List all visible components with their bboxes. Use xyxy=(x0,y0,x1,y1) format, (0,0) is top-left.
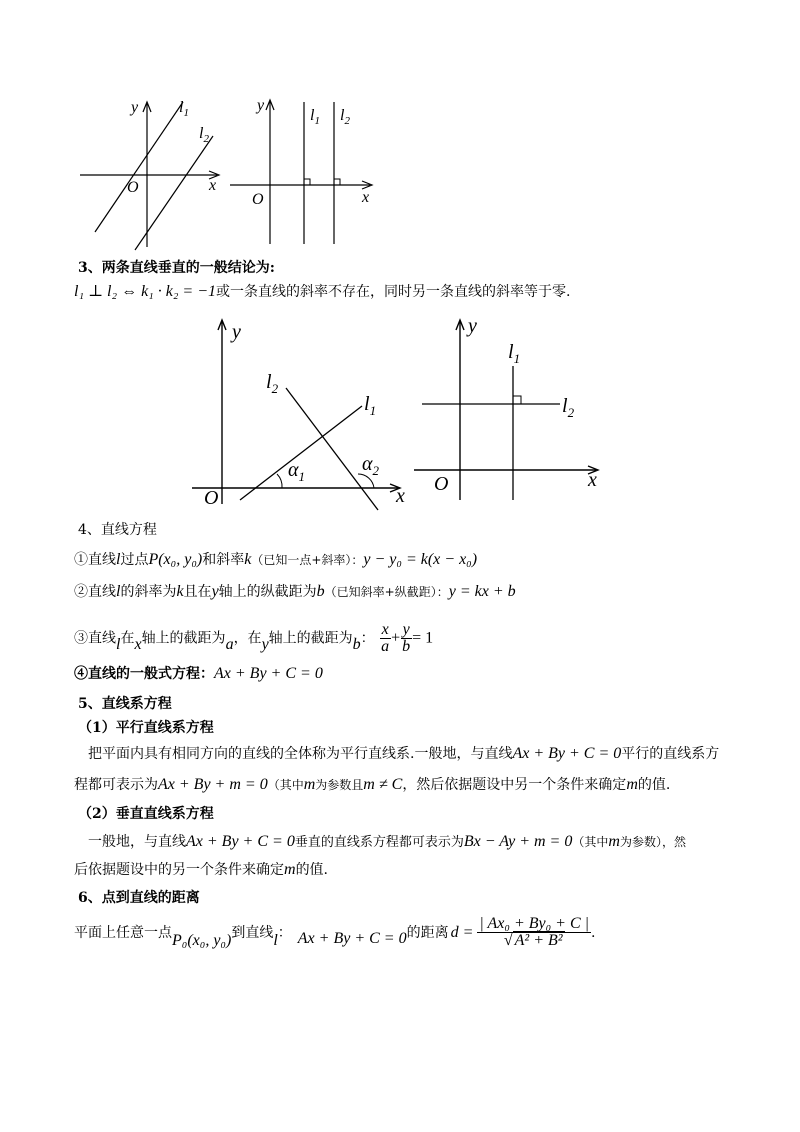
equation-slope-intercept: ②直线l的斜率为k且在y轴上的纵截距为b（已知斜率+纵截距）：y = kx + b xyxy=(74,583,516,600)
alpha1-label: $\alpha_1$ xyxy=(288,459,305,484)
figure-parallel-oblique xyxy=(75,92,235,252)
line-l1 xyxy=(240,406,362,500)
section-4-heading: 4、直线方程 xyxy=(78,522,157,538)
perpendicular-family-heading: （2）垂直直线系方程 xyxy=(78,806,214,822)
l2-label: $l_2$ xyxy=(199,125,209,145)
origin-label: O xyxy=(204,487,219,509)
fraction-x-over-a: $\frac{x}{a}$ xyxy=(381,621,390,655)
fraction-y-over-b: $\frac{y}{b}$ xyxy=(402,621,411,655)
parallel-family-line-2: 程都可表示为Ax + By + m = 0（其中m为参数且m ≠ C，然后依据题设中另一个条件来确定m的值. xyxy=(74,776,671,793)
right-angle-mark xyxy=(513,396,521,404)
perpendicular-condition: l₁ ⊥ l₂ ⇔ k₁ · k₂ = −1 xyxy=(74,283,216,300)
y-label: y xyxy=(131,99,139,116)
origin-label: O xyxy=(127,179,139,196)
right-angle-mark-1 xyxy=(304,179,310,185)
figure-perpendicular-oblique xyxy=(190,314,420,524)
l1-label: $l_1$ xyxy=(508,341,521,366)
section-3-text: 或一条直线的斜率不存在，同时另一条直线的斜率等于零. xyxy=(215,284,571,300)
figure-parallel-vertical xyxy=(228,92,388,252)
l1-label: $l_1$ xyxy=(310,107,320,127)
l2-label: $l_2$ xyxy=(266,371,279,396)
right-angle-mark-2 xyxy=(334,179,340,185)
x-label: x xyxy=(362,189,370,206)
l2-label: $l_2$ xyxy=(340,107,350,127)
figure-perpendicular-axis-parallel xyxy=(412,314,612,504)
origin-label: O xyxy=(252,191,264,208)
parallel-family-heading: （1）平行直线系方程 xyxy=(78,720,214,736)
l2-label: $l_2$ xyxy=(562,395,575,420)
distance-formula-line: 平面上任意一点 P₀(x₀, y₀) 到直线 l ： Ax + By + C = 0 的距离 d = $\frac{\text{| Ax₀ + By₀ + C |}}{\text{√ A² + B²}}$ . xyxy=(74,915,596,949)
y-label: y xyxy=(257,97,265,114)
alpha2-label: $\alpha_2$ xyxy=(362,453,379,478)
section-6-heading: 6、点到直线的距离 xyxy=(78,890,200,906)
section-3-statement xyxy=(74,282,570,302)
l1-label: $l_1$ xyxy=(364,393,377,418)
origin-label: O xyxy=(434,473,449,495)
y-label: y xyxy=(232,321,241,343)
x-label: x xyxy=(396,485,405,507)
angle-arc-alpha1 xyxy=(277,474,282,488)
distance-fraction: $\frac{\text{| Ax₀ + By₀ + C |}}{\text{√ A² + B²}}$ xyxy=(479,915,590,949)
perpendicular-family-line-1: 一般地，与直线Ax + By + C = 0垂直的直线系方程都可表示为Bx − Ay + m = 0（其中m为参数），然 xyxy=(88,833,686,850)
x-label: x xyxy=(209,177,217,194)
l1-label: $l_1$ xyxy=(179,99,189,119)
equation-intercept-form: ③直线l在x轴上的截距为a，在y轴上的截距为b： $\frac{x}{a}$ + $\frac{y}{b}$ = 1 xyxy=(74,621,434,655)
line-l1 xyxy=(95,102,183,232)
parallel-family-line-1: 把平面内具有相同方向的直线的全体称为平行直线系.一般地，与直线Ax + By + C = 0平行的直线系方 xyxy=(88,745,720,762)
section-3-heading: 3、两条直线垂直的一般结论为: xyxy=(78,260,275,276)
x-label: x xyxy=(588,469,597,491)
equation-point-slope: ①直线l过点P(x₀, y₀)和斜率k（已知一点+斜率）：y − y₀ = k(x − x₀) xyxy=(74,551,478,568)
equation-general-form: ④直线的一般式方程：Ax + By + C = 0 xyxy=(74,665,323,682)
y-label: y xyxy=(468,315,477,337)
perpendicular-family-line-2: 后依据题设中的另一个条件来确定m的值. xyxy=(74,861,329,878)
section-5-heading: 5、直线系方程 xyxy=(78,696,172,712)
